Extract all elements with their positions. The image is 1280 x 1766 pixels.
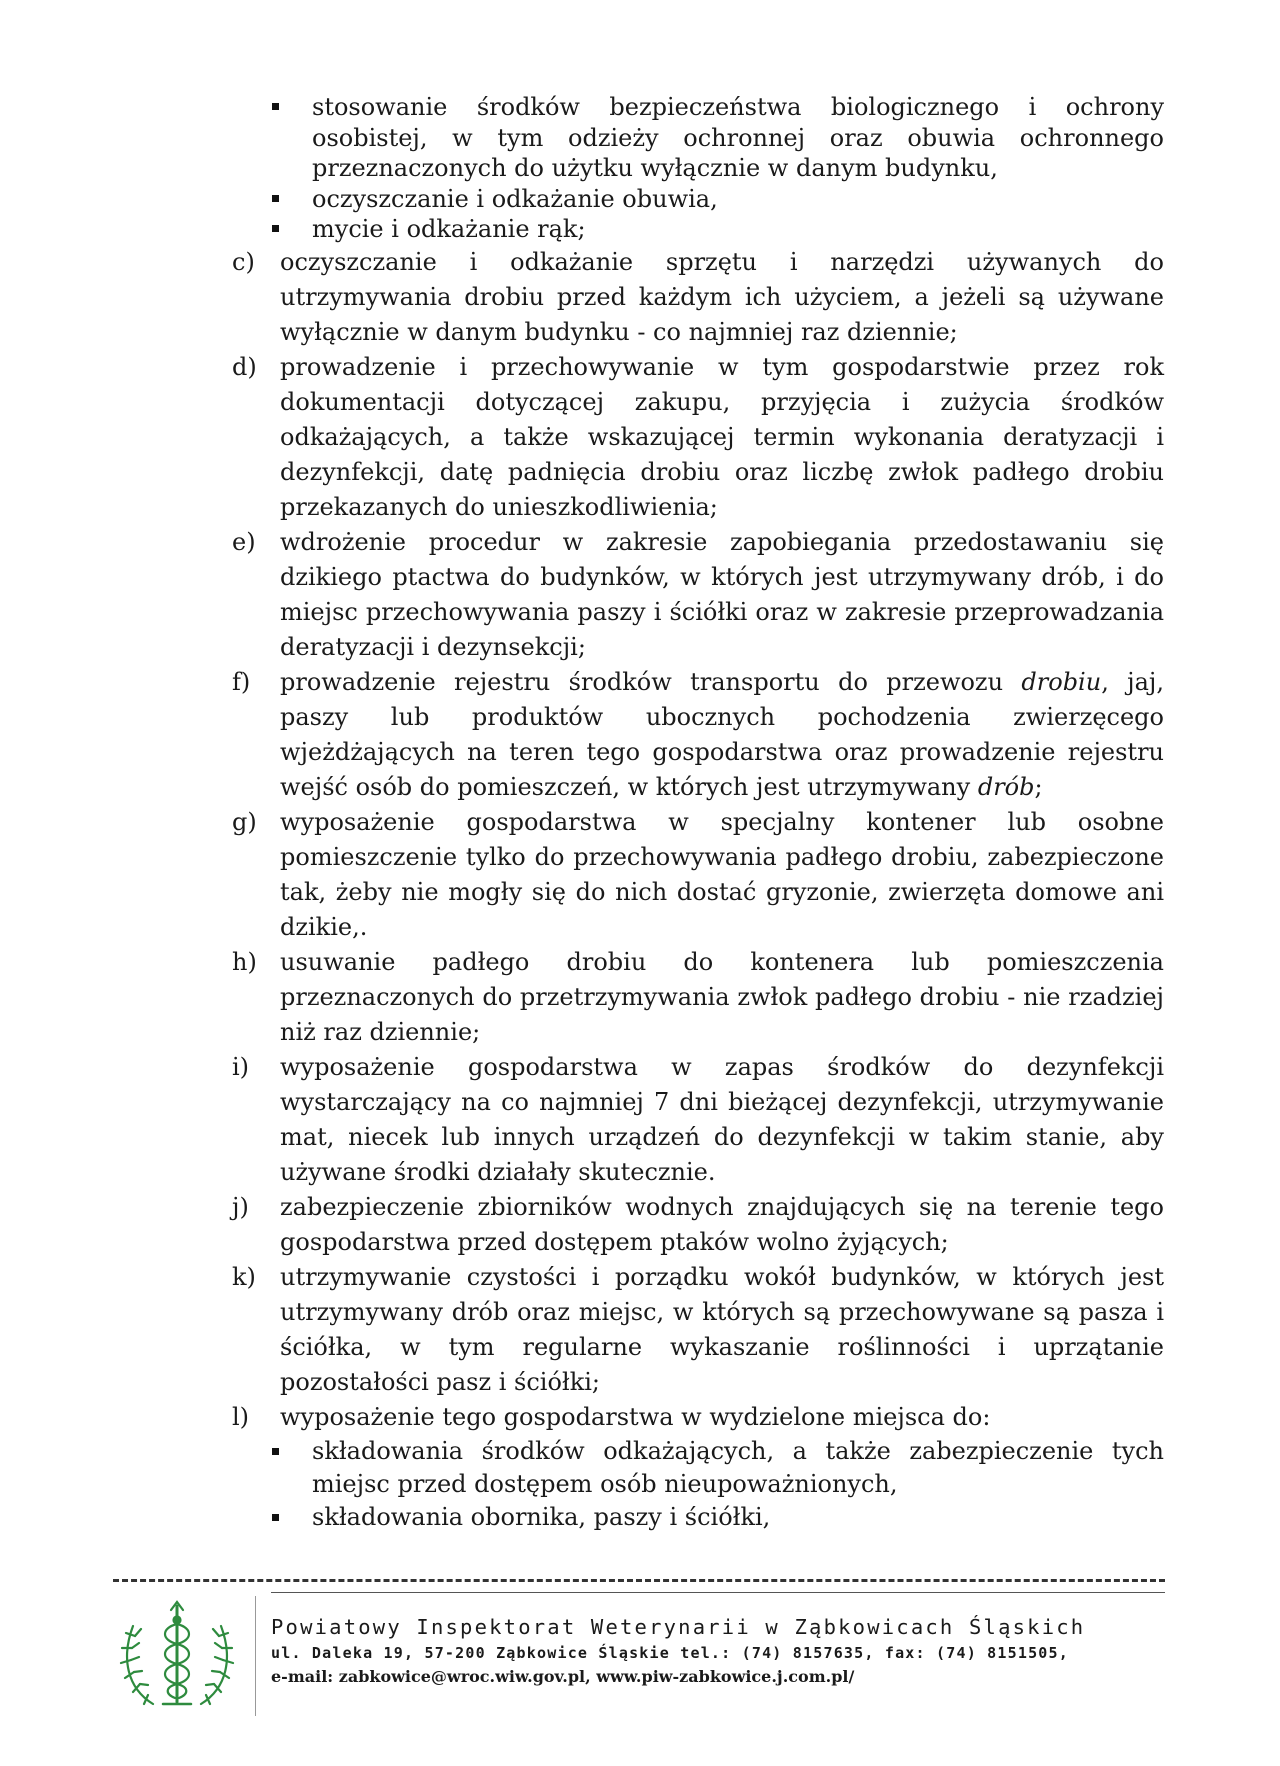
item-text: wdrożenie procedur w zakresie zapobiegania przedostawaniu się dzikiego ptactwa do budynków, w których jest utrzymywany drób, i do miejsc przechowywania paszy i ściółki oraz w zakresie przeprowadzania deratyzacji i dezynsekcji; <box>280 527 1164 661</box>
requirement-item-f <box>232 665 1164 805</box>
item-marker: c) <box>232 247 255 276</box>
item-marker: f) <box>232 667 251 696</box>
italic-term: drób <box>977 772 1035 801</box>
requirement-item-l <box>232 1400 1164 1534</box>
item-text: wyposażenie gospodarstwa w specjalny kontener lub osobne pomieszczenie tylko do przechowywania padłego drobiu, zabezpieczone tak, żeby nie mogły się do nich dostać gryzonie, zwierzęta domowe ani dzikie,. <box>280 807 1164 941</box>
square-bullet-icon <box>272 1514 279 1521</box>
item-text: utrzymywanie czystości i porządku wokół budynków, w których jest utrzymywany drób oraz miejsc, w których są przechowywane są pasza i ściółka, w tym regularne wykaszanie roślinności i uprzątanie pozostałości pasz i ściółki; <box>280 1262 1164 1396</box>
item-text: wyposażenie gospodarstwa w zapas środków do dezynfekcji wystarczający na co najmniej 7 dni bieżącej dezynfekcji, utrzymywanie mat, niecek lub innych urządzeń do dezynfekcji w takim stanie, aby używane środki działały skutecznie. <box>280 1052 1164 1186</box>
list-item: oczyszczanie i odkażanie obuwia, <box>232 184 1164 215</box>
item-text: prowadzenie rejestru środków transportu do przewozu drobiu, jaj, paszy lub produktów ubocznych pochodzenia zwierzęcego wjeżdżających na teren tego gospodarstwa oraz prowadzenie rejestru wejść osób do pomieszczeń, w których jest utrzymywany drób; <box>280 667 1165 801</box>
requirement-item-i <box>232 1050 1164 1190</box>
footer-divider <box>113 1579 1165 1582</box>
item-text: zabezpieczenie zbiorników wodnych znajdujących się na terenie tego gospodarstwa przed dostępem ptaków wolno żyjących; <box>280 1192 1164 1256</box>
item-text: oczyszczanie i odkażanie sprzętu i narzędzi używanych do utrzymywania drobiu przed każdym ich użyciem, a jeżeli są używane wyłącznie w danym budynku - co najmniej raz dziennie; <box>280 247 1164 346</box>
logo-graphic <box>113 1596 241 1716</box>
footer-rule <box>271 1592 1165 1593</box>
item-marker: j) <box>232 1192 249 1221</box>
item-marker: d) <box>232 352 257 381</box>
list-item: mycie i odkażanie rąk; <box>232 214 1164 245</box>
page-footer <box>113 1592 1165 1722</box>
list-item: składowania środków odkażających, a także zabezpieczenie tych miejsc przed dostępem osób nieupoważnionych, <box>232 1435 1164 1501</box>
list-item: składowania obornika, paszy i ściółki, <box>232 1501 1164 1534</box>
footer-vertical-separator <box>255 1596 256 1716</box>
list-item: stosowanie środków bezpieczeństwa biologicznego i ochrony osobistej, w tym odzieży ochronnej oraz obuwia ochronnego przeznaczonych do użytku wyłącznie w danym budynku, <box>232 92 1164 184</box>
caduceus-wreath-logo-icon <box>113 1596 241 1716</box>
square-bullet-icon <box>272 225 279 232</box>
item-text: wyposażenie tego gospodarstwa w wydzielone miejsca do: <box>280 1402 991 1431</box>
requirement-item-g <box>232 805 1164 945</box>
footer-text-block <box>271 1592 1165 1689</box>
item-marker: l) <box>232 1402 250 1431</box>
item-text: usuwanie padłego drobiu do kontenera lub pomieszczenia przeznaczonych do przetrzymywania zwłok padłego drobiu - nie rzadziej niż raz dziennie; <box>280 947 1164 1046</box>
requirement-item-e <box>232 525 1164 665</box>
requirement-item-k <box>232 1260 1164 1400</box>
sub-bullet-list <box>232 1435 1164 1534</box>
intro-bullet-list <box>232 92 1164 245</box>
institution-name: Powiatowy Inspektorat Weterynarii w Ząbkowicach Śląskich <box>271 1615 1086 1639</box>
requirement-item-c <box>232 245 1164 350</box>
square-bullet-icon <box>272 103 279 110</box>
document-body <box>232 92 1164 1534</box>
requirement-item-d <box>232 350 1164 525</box>
institution-contact: e-mail: zabkowice@wroc.wiw.gov.pl, www.piw-zabkowice.j.com.pl/ <box>271 1667 855 1686</box>
requirement-item-h <box>232 945 1164 1050</box>
requirements-list <box>232 245 1164 1534</box>
item-text: prowadzenie i przechowywanie w tym gospodarstwie przez rok dokumentacji dotyczącej zakupu, przyjęcia i zużycia środków odkażających, a także wskazującej termin wykonania deratyzacji i dezynfekcji, datę padnięcia drobiu oraz liczbę zwłok padłego drobiu przekazanych do unieszkodliwienia; <box>280 352 1164 521</box>
requirement-item-j <box>232 1190 1164 1260</box>
institution-address: ul. Daleka 19, 57-200 Ząbkowice Śląskie tel.: (74) 8157635, fax: (74) 8151505, <box>271 1644 1069 1662</box>
square-bullet-icon <box>272 195 279 202</box>
item-marker: h) <box>232 947 257 976</box>
item-marker: e) <box>232 527 256 556</box>
square-bullet-icon <box>272 1448 279 1455</box>
item-marker: k) <box>232 1262 256 1291</box>
italic-term: drobiu <box>1021 667 1102 696</box>
item-marker: i) <box>232 1052 250 1081</box>
item-marker: g) <box>232 807 257 836</box>
